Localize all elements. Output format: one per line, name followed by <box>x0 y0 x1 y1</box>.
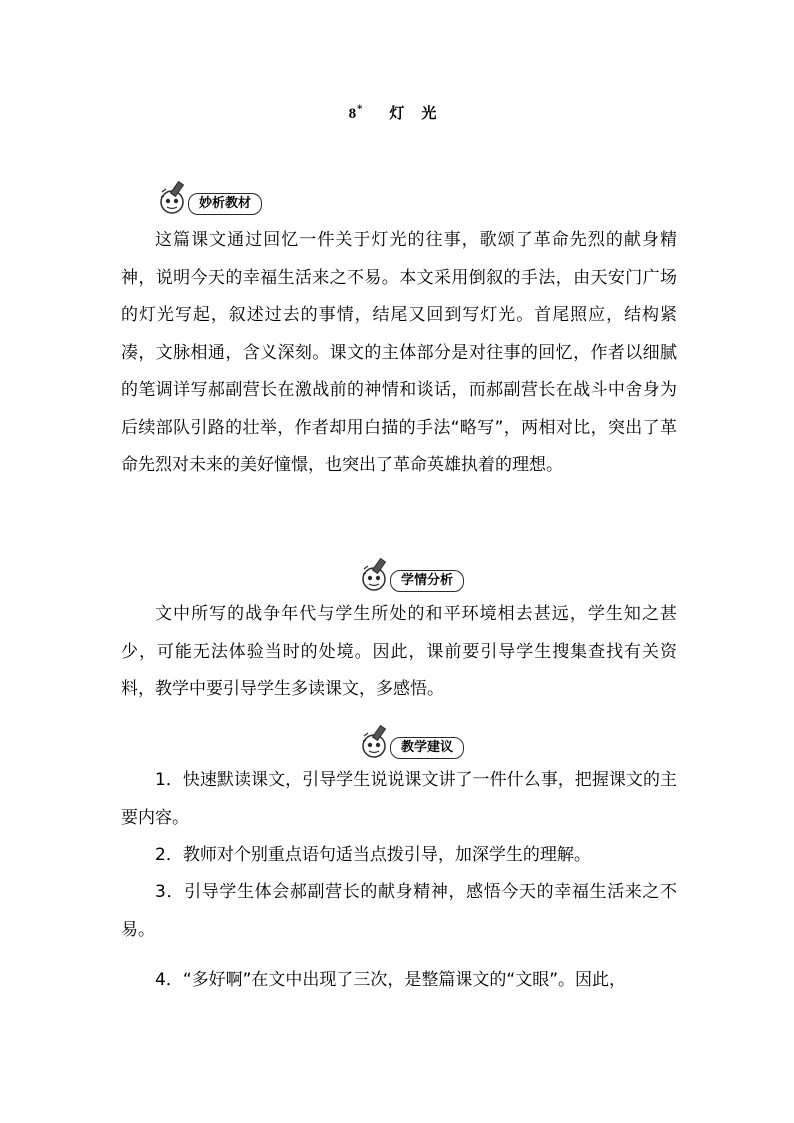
title-char-1: 灯 <box>389 104 406 122</box>
suggestion-item-2: 2．教师对个别重点语句适当点拨引导，加深学生的理解。 <box>155 845 591 865</box>
section-badge-suggestions <box>360 724 470 760</box>
suggestion-item-4: 4．“多好啊”在文中出现了三次，是整篇课文的“文眼”。因此， <box>155 970 627 990</box>
suggestion-item-1: 1．快速默读课文，引导学生说说课文讲了一件什么事，把握课文的主要内容。 <box>121 770 677 828</box>
section-badge-students <box>360 557 470 593</box>
lesson-title <box>0 102 794 123</box>
section-badge-analysis <box>158 180 268 216</box>
section-label-students: 学情分析 <box>390 570 464 592</box>
suggestion-item-3: 3．引导学生体会郝副营长的献身精神，感悟今天的幸福生活来之不易。 <box>121 882 677 940</box>
section-label-suggestions: 教学建议 <box>390 737 464 759</box>
students-paragraph: 文中所写的战争年代与学生所处的和平环境相去甚远，学生知之甚少，可能无法体验当时的处境。因此，课前要引导学生搜集查找有关资料，教学中要引导学生多读课文，多感悟。 <box>121 604 677 699</box>
lesson-number: 8 <box>348 106 358 122</box>
title-char-2: 光 <box>421 104 438 122</box>
section-label-analysis: 妙析教材 <box>188 193 262 215</box>
lesson-star: * <box>357 104 364 115</box>
analysis-paragraph: 这篇课文通过回忆一件关于灯光的往事，歌颂了革命先烈的献身精神，说明今天的幸福生活来之不易。本文采用倒叙的手法，由天安门广场的灯光写起，叙述过去的事情，结尾又回到写灯光。首尾照应，结构紧凑，文脉相通，含义深刻。课文的主体部分是对往事的回忆，作者以细腻的笔调详写郝副营长在激战前的神情和谈话，而郝副营长在战斗中舍身为后续部队引路的壮举，作者却用白描的手法“略写”，两相对比，突出了革命先烈对未来的美好憧憬，也突出了革命英雄执着的理想。 <box>121 230 677 475</box>
